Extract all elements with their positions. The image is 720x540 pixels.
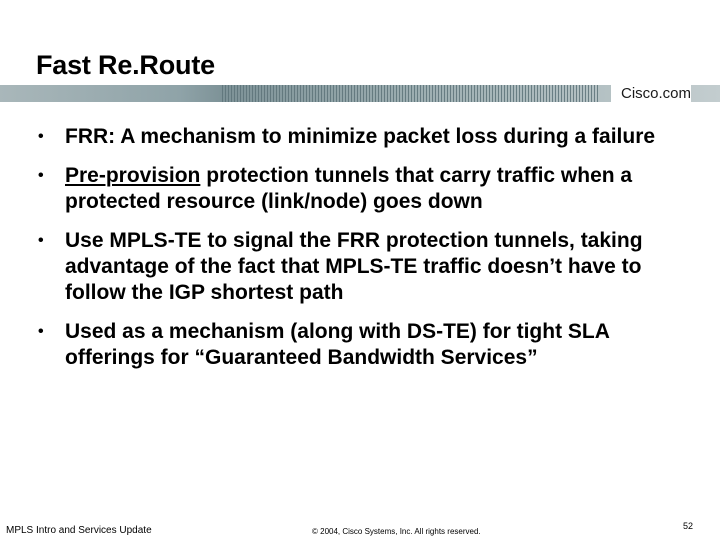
footer-presentation-title: MPLS Intro and Services Update: [6, 525, 152, 536]
brand-label: Cisco.com: [611, 85, 691, 102]
bullet-text-2-underlined: Pre-provision: [65, 164, 201, 187]
bullet-text-3: Use MPLS-TE to signal the FRR protection tunnels, taking advantage of the fact that MPLS-TE traffic doesn’t have to follow the IGP shortest path: [65, 229, 643, 304]
bullet-item-2: [38, 163, 698, 215]
bullet-list: [38, 124, 698, 384]
page-number: 52: [683, 521, 694, 531]
bullet-item-1: [38, 124, 698, 150]
bullet-item-4: [38, 319, 698, 371]
bullet-text-1: FRR: A mechanism to minimize packet loss during a failure: [65, 125, 656, 148]
bullet-text-2: protection tunnels that carry traffic when a protected resource (link/node) goes down: [65, 164, 633, 213]
bullet-dot-icon: •: [38, 323, 44, 340]
bullet-dot-icon: •: [38, 128, 44, 145]
bullet-item-3: [38, 228, 698, 306]
bullet-text-4: Used as a mechanism (along with DS-TE) for tight SLA offerings for “Guaranteed Bandwidth Services”: [65, 320, 610, 369]
header-band-stripes: [222, 85, 600, 102]
bullet-dot-icon: •: [38, 167, 44, 184]
slide-title: Fast Re.Route: [36, 50, 215, 80]
footer-copyright: © 2004, Cisco Systems, Inc. All rights reserved.: [312, 527, 481, 536]
bullet-dot-icon: •: [38, 232, 44, 249]
